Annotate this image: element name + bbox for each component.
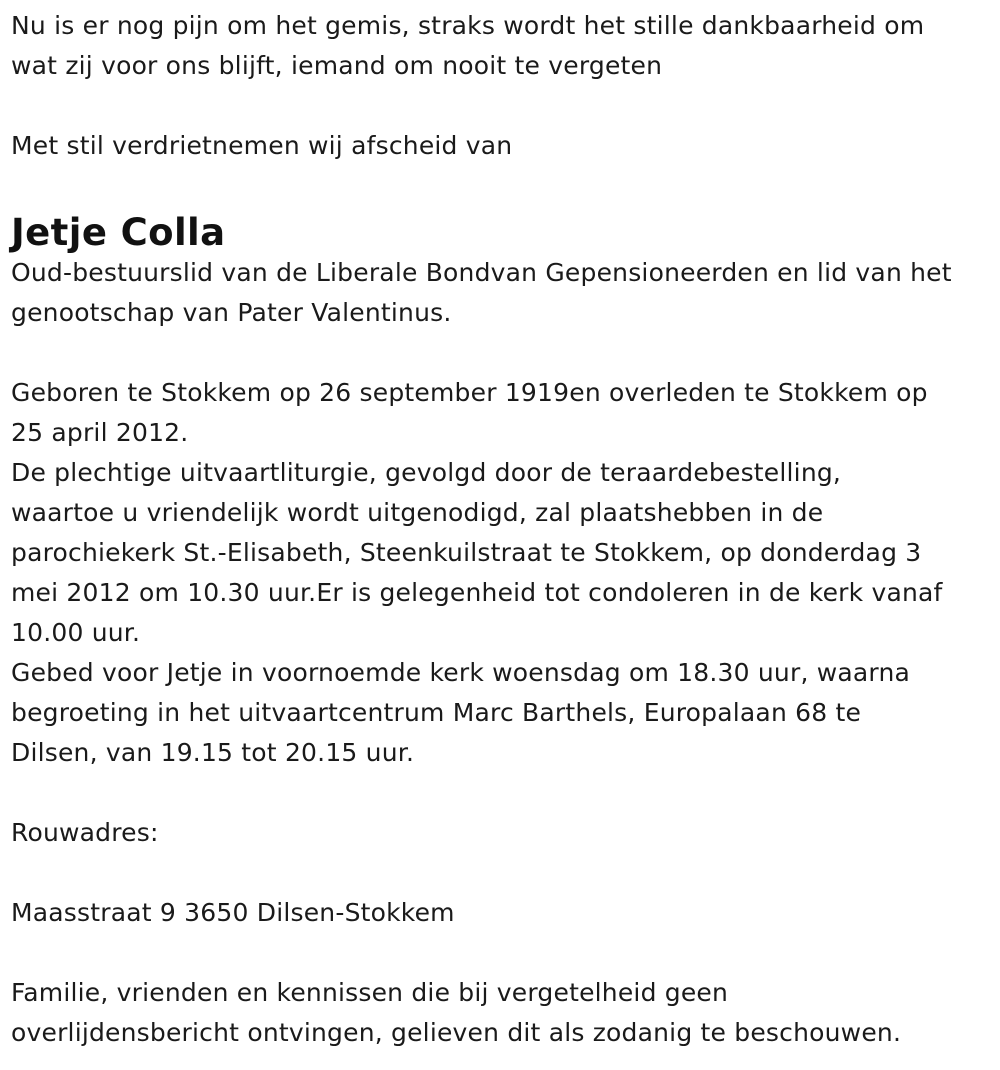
spacer xyxy=(11,166,991,206)
prayer-line: Dilsen, van 19.15 tot 20.15 uur. xyxy=(11,738,415,767)
mourning-address-label-text: Rouwadres: xyxy=(11,818,159,847)
spacer xyxy=(11,853,991,893)
funeral-line: 10.00 uur. xyxy=(11,618,141,647)
prayer-line: begroeting in het uitvaartcentrum Marc Barthels, Europalaan 68 te xyxy=(11,698,862,727)
opening-verse-line: Nu is er nog pijn om het gemis, straks wordt het stille dankbaarheid om xyxy=(11,11,925,40)
funeral-details xyxy=(11,453,991,653)
spacer xyxy=(11,333,991,373)
intro-text xyxy=(11,126,991,166)
description-line: genootschap van Pater Valentinus. xyxy=(11,298,452,327)
spacer xyxy=(11,86,991,126)
deceased-name: Jetje Colla xyxy=(11,211,226,254)
funeral-line: De plechtige uitvaartliturgie, gevolgd door de teraardebestelling, xyxy=(11,458,842,487)
intro-line: Met stil verdrietnemen wij afscheid van xyxy=(11,131,513,160)
description-line: Oud-bestuurslid van de Liberale Bondvan Gepensioneerden en lid van het xyxy=(11,258,952,287)
obituary-notice xyxy=(11,6,991,1053)
opening-verse xyxy=(11,6,991,86)
funeral-line: mei 2012 om 10.30 uur.Er is gelegenheid tot condoleren in de kerk vanaf xyxy=(11,578,943,607)
spacer xyxy=(11,933,991,973)
opening-verse-line: wat zij voor ons blijft, iemand om nooit te vergeten xyxy=(11,51,663,80)
closing-note-line: Familie, vrienden en kennissen die bij vergetelheid geen xyxy=(11,978,729,1007)
closing-note xyxy=(11,973,991,1053)
prayer-line: Gebed voor Jetje in voornoemde kerk woensdag om 18.30 uur, waarna xyxy=(11,658,911,687)
funeral-line: parochiekerk St.-Elisabeth, Steenkuilstraat te Stokkem, op donderdag 3 xyxy=(11,538,922,567)
funeral-line: waartoe u vriendelijk wordt uitgenodigd, zal plaatshebben in de xyxy=(11,498,824,527)
prayer-details xyxy=(11,653,991,773)
spacer xyxy=(11,773,991,813)
birth-death-line: Geboren te Stokkem op 26 september 1919en overleden te Stokkem op xyxy=(11,378,928,407)
birth-death xyxy=(11,373,991,453)
birth-death-line: 25 april 2012. xyxy=(11,418,189,447)
mourning-address xyxy=(11,893,991,933)
closing-note-line: overlijdensbericht ontvingen, gelieven dit als zodanig te beschouwen. xyxy=(11,1018,902,1047)
description xyxy=(11,253,991,333)
mourning-address-text: Maasstraat 9 3650 Dilsen-Stokkem xyxy=(11,898,455,927)
mourning-address-label xyxy=(11,813,991,853)
